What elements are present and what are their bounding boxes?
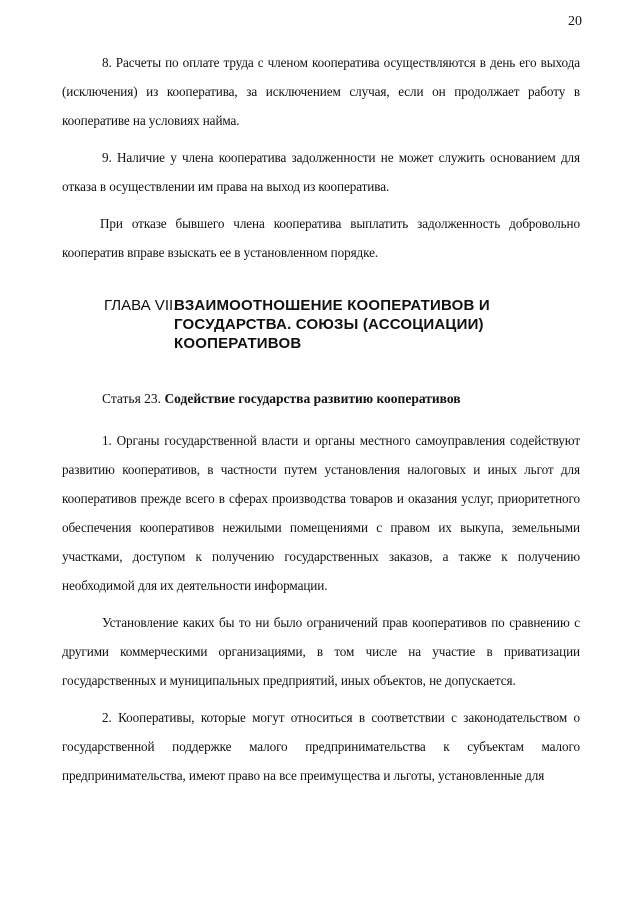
article-paragraph-2: 2. Кооперативы, которые могут относиться в соответствии с законодательством о государственной поддержке малого предпринимательства к субъектам малого предпринимательства, имеют право на все преимущества и льготы, установленные для	[62, 710, 580, 783]
article-label: Статья 23.	[102, 391, 162, 406]
top-paragraphs	[62, 48, 580, 267]
chapter-title: ВЗАИМООТНОШЕНИЕ КООПЕРАТИВОВ И ГОСУДАРСТВА. СОЮЗЫ (АССОЦИАЦИИ) КООПЕРАТИВОВ	[174, 297, 490, 352]
article-paragraph-1: 1. Органы государственной власти и органы местного самоуправления содействуют развитию кооперативов, в частности путем установления налоговых и иных льгот для кооперативов прежде всего в сферах производства товаров и оказания услуг, приоритетного обеспечения кооперативов нежилыми помещениями с правом их выкупа, земельными участками, доступом к получению государственных заказов, а также к получению необходимой для их деятельности информации.	[62, 433, 580, 593]
chapter-heading	[104, 296, 574, 353]
article-paragraph-restrictions: Установление каких бы то ни было ограничений прав кооперативов по сравнению с другими коммерческими организациями, в том числе на участие в приватизации государственных и муниципальных предприятий, иных объектов, не допускается.	[62, 615, 580, 688]
paragraph-8: 8. Расчеты по оплате труда с членом кооператива осуществляются в день его выхода (исключения) из кооператива, за исключением случая, если он продолжает работу в кооперативе на условиях найма.	[62, 55, 580, 128]
article-paragraphs	[62, 426, 580, 790]
paragraph-refusal: При отказе бывшего члена кооператива выплатить задолженность добровольно кооператив вправе взыскать ее в установленном порядке.	[62, 216, 580, 260]
paragraph-9: 9. Наличие у члена кооператива задолженности не может служить основанием для отказа в осуществлении им права на выход из кооператива.	[62, 150, 580, 194]
chapter-label: ГЛАВА VII.	[104, 297, 178, 314]
article-heading	[102, 391, 461, 407]
page-number: 20	[568, 14, 582, 29]
article-title: Содействие государства развитию кооперативов	[164, 391, 461, 406]
